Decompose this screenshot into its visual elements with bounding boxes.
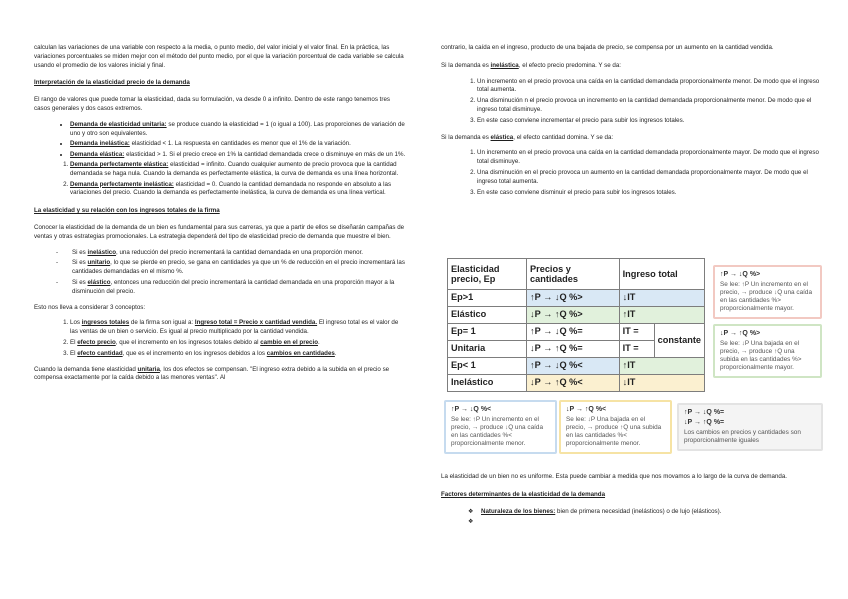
table-cell: constante — [654, 324, 704, 358]
right-column-bottom — [441, 473, 823, 523]
extreme-cases-list — [34, 161, 406, 198]
table-cell: Ep< 1 — [448, 358, 527, 375]
callout-note: Se lee: ↑P Un incremento en el precio, → produce ↓Q una caída en las cantidades %< proporcionalmente menor. — [451, 415, 544, 447]
list-item: 2. Una disminución en el precio provoca un aumento en la cantidad demandada proporcionalmente mayor. De modo que el ingreso total aumenta. — [477, 169, 823, 187]
factors-list — [441, 508, 823, 517]
list-item: - Si es elástico, entonces una reducción del precio incrementará la cantidad demandada en una proporción mayor a la disminución del precio. — [72, 279, 406, 297]
elastic-intro: Si la demanda es elástica, el efecto cantidad domina. Y se da: — [441, 133, 614, 141]
callout-elastic-increase — [713, 265, 822, 319]
callout-title: ↓P → ↑Q %< — [566, 406, 607, 413]
list-item: - Si es unitario, lo que se pierde en precio, se gana en cantidades ya que un % de reducción en el precio incrementará las cantidades demandadas en el mismo %. — [72, 259, 406, 277]
callout-elastic-decrease — [713, 324, 822, 378]
table-cell: Unitaria — [448, 341, 527, 358]
table-cell: ↓IT — [619, 290, 704, 307]
callout-title: ↑P → ↓Q %> — [720, 271, 761, 278]
table-cell: Ep>1 — [448, 290, 527, 307]
list-item: 2. Demanda perfectamente inelástica: elasticidad = 0. Cuando la cantidad demandada no responde en absoluto a las variaciones del precio. Cuando la demanda es perfectamente inelástica, la curva de demanda es una línea vertical. — [70, 181, 406, 199]
table-cell: ↑IT — [619, 358, 704, 375]
table-cell: IT = — [619, 341, 654, 358]
table-cell: Ep= 1 — [448, 324, 527, 341]
concepts-list — [34, 319, 406, 358]
list-item: 3. En este caso conviene disminuir el precio para subir los ingresos totales. — [477, 189, 823, 198]
table-cell: ↓P → ↑Q %> — [527, 307, 620, 324]
elasticity-bullets — [34, 121, 406, 160]
callout-note: Los cambios en precios y cantidades son proporcionalmente iguales — [684, 428, 801, 444]
table-header-cell: Elasticidad precio, Ep — [448, 259, 527, 290]
estrategia-paragraph: Conocer la elasticidad de la demanda de un bien es fundamental para sus carreras, ya que a partir de ellos se diseñarán campañas de ventas y otras estrategias promocionales. La estrategia dependerá del tipo de elasticidad precio de demanda que muestre el bien. — [34, 223, 405, 240]
table-cell: ↑IT — [619, 307, 704, 324]
range-paragraph: El rango de valores que puede tomar la elasticidad, dada su formulación, va desde 0 a infinito. Dentro de este rango tenemos tres casos generales y dos casos extremos. — [34, 96, 390, 112]
list-item: 1. Demanda perfectamente elástica: elasticidad = infinito. Cuando cualquier aumento de precio provoca que la cantidad demandada se haga nula. Cuando la demanda es perfectamente elástica, la curva de demanda es una línea horizontal. — [70, 161, 406, 179]
table-cell: Inelástico — [448, 375, 527, 392]
list-item: 2. Una disminución n el precio provoca un incremento en la cantidad demandada proporcionalmente menor. De modo que el ingreso total disminuye. — [477, 97, 823, 115]
table-cell: ↑P → ↓Q %< — [527, 358, 620, 375]
table-header-cell: Precios y cantidades — [527, 259, 620, 290]
callout-inelastic-increase — [444, 400, 557, 454]
heading-ingresos-totales: La elasticidad y su relación con los ingresos totales de la firma — [34, 207, 220, 215]
continuation-paragraph: contrario, la caída en el ingreso, producto de una bajada de precio, se compensa por un aumento en la cantidad vendida. — [441, 44, 774, 51]
list-item: 2. El efecto precio, que el incremento en los ingresos totales debido al cambio en el precio. — [70, 339, 406, 348]
table-row — [448, 375, 705, 392]
intro-paragraph: calculan las variaciones de una variable con respecto a la media, o punto medio, del valor inicial y el valor final. En la práctica, las variaciones porcentuales se miden mejor con el método del punto medio, por el que la variación porcentual de cada variable se calcula usando el promedio de los valores inicial y final. — [34, 44, 404, 69]
callout-note: Se lee: ↑P Un incremento en el precio, → produce ↓Q una caída en las cantidades %> proporcionalmente mayor. — [720, 280, 813, 312]
list-item: • Demanda inelástica: elasticidad < 1. La respuesta en cantidades es menor que el 1% de la variación. — [70, 140, 406, 149]
list-item: 1. Un incremento en el precio provoca una caída en la cantidad demandada proporcionalmente menor. De modo que el ingreso total aumenta. — [477, 78, 823, 96]
list-item: 1. Un incremento en el precio provoca una caída en la cantidad demandada proporcionalmente mayor. De modo que el ingreso total disminuye. — [477, 149, 823, 167]
table-cell: ↓P → ↑Q %= — [527, 341, 620, 358]
elasticity-table — [447, 258, 705, 392]
list-item: 3. En este caso conviene incrementar el precio para subir los ingresos totales. — [477, 117, 823, 126]
list-item: • Demanda de elasticidad unitaria: se produce cuando la elasticidad = 1 (o igual a 100). Las proporciones de variación de uno y otro son equivalentes. — [70, 121, 406, 139]
table-row — [448, 307, 705, 324]
callout-title: ↑P → ↓Q %= — [684, 409, 725, 416]
table-cell: ↓IT — [619, 375, 704, 392]
left-column — [34, 44, 406, 390]
list-item: 3. El efecto cantidad, que es el incremento en los ingresos debidos a los cambios en cantidades. — [70, 350, 406, 359]
table-cell: ↑P → ↓Q %> — [527, 290, 620, 307]
heading-factores: Factores determinantes de la elasticidad de la demanda — [441, 490, 606, 498]
table-row — [448, 324, 705, 341]
table-row — [448, 358, 705, 375]
table-cell: IT = — [619, 324, 654, 341]
table-row — [448, 290, 705, 307]
callout-title: ↓P → ↑Q %= — [684, 418, 725, 426]
conceptos-intro: Esto nos lleva a considerar 3 conceptos: — [34, 303, 146, 311]
callout-note: Se lee: ↓P Una bajada en el precio, → produce ↑Q una subida en las cantidades %< proporcionalmente menor. — [566, 415, 662, 447]
callout-note: Se lee: ↓P Una bajada en el precio, → produce ↑Q una subida en las cantidades %> proporcionalmente mayor. — [720, 339, 802, 371]
table-cell: ↓P → ↑Q %< — [527, 375, 620, 392]
callout-title: ↓P → ↑Q %> — [720, 330, 761, 337]
uniform-paragraph: La elasticidad de un bien no es uniforme. Esta puede cambiar a medida que nos movamos a lo largo de la curva de demanda. — [441, 473, 788, 480]
table-header-cell: Ingreso total — [619, 259, 704, 290]
callout-inelastic-decrease — [559, 400, 672, 454]
table-cell: Elástico — [448, 307, 527, 324]
list-item: ❖ Naturaleza de los bienes: bien de primera necesidad (inelásticos) o de lujo (elásticos). — [481, 508, 823, 517]
unitaria-paragraph: Cuando la demanda tiene elasticidad unitaria, los dos efectos se compensan. "El ingreso extra debido a la subida en el precio se compensa exactamente por la caída debido a las menores ventas". Al — [34, 365, 390, 382]
callout-title: ↑P → ↓Q %< — [451, 406, 492, 413]
heading-interpretacion: Interpretación de la elasticidad precio de la demanda — [34, 79, 190, 87]
list-item: - Si es inelástico, una reducción del precio incrementará la cantidad demandada en una proporción menor. — [72, 249, 406, 258]
inelastic-list — [441, 78, 823, 126]
callout-unitary — [677, 403, 823, 451]
elastic-list — [441, 149, 823, 197]
strategy-dash-list — [34, 249, 406, 297]
list-item: • Demanda elástica: elasticidad > 1. Si el precio crece en 1% la cantidad demandada crece o disminuye en más de un 1%. — [70, 151, 406, 160]
table-cell: ↑P → ↓Q %= — [527, 324, 620, 341]
list-item: 1. Los ingresos totales de la firma son igual a: Ingreso total = Precio x cantidad vendida. El ingreso total es el valor de las ventas de un bien o servicio. Es igual al precio multiplicado por la cantidad vendida. — [70, 319, 406, 337]
table-header-row — [448, 259, 705, 290]
right-column — [441, 44, 823, 204]
inelastic-intro: Si la demanda es inelástica, el efecto precio predomina. Y se da: — [441, 61, 622, 69]
